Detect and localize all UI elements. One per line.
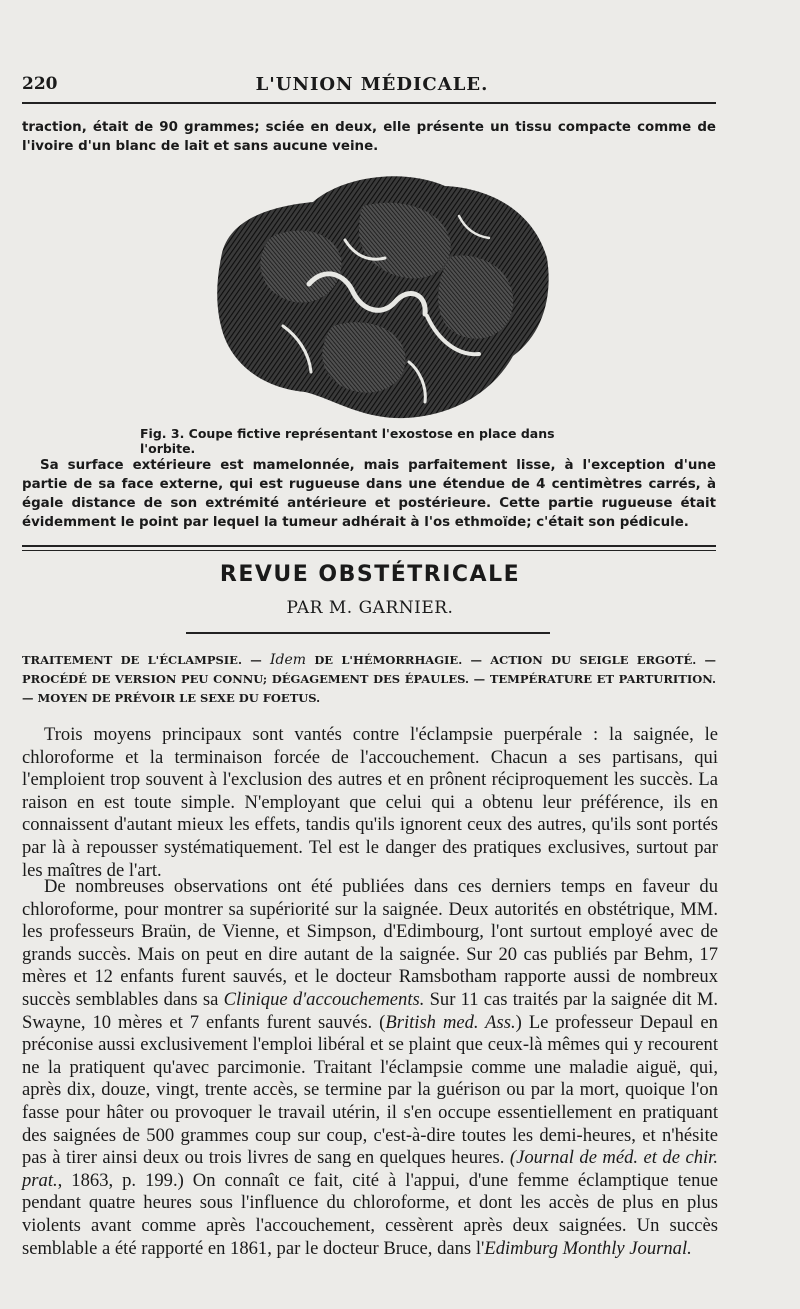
paragraph-2-e: ) Le professeur Depaul en préconise aussi exclusivement l'emploi libéral et se plaint que ceux-là mêmes qui y recourent ne la pratiquent qu'avec parcimonie. Traitant l'éclampsie comme une maladie aiguë, qui, après dix, douze, vingt, trente accès, se termine par la guérison ou par la mort, quoique l'on fasse pour hâter ou provoquer le travail utérin, il s'en occupe essentiellement en pratiquant des saignées de 500 grammes coup sur coup, c'est-à-dire toutes les demi-heures, et n'hésite pas à tirer ainsi deux ou trois livres de sang en quelques heures. xyxy=(22,1011,718,1169)
paragraph-2-c: Sur 11 cas traités par la saignée dit M. Swayne, 10 mères et 7 enfants furent sauvés. ( xyxy=(22,988,718,1033)
paragraph-2-british-med: British med. Ass. xyxy=(385,1011,516,1033)
section-rule-top xyxy=(22,545,716,547)
paragraph-1: Trois moyens principaux sont vantés contre l'éclampsie puerpérale : la saignée, le chloroforme et la terminaison forcée de l'accouchement. Chacun a ses partisans, qui l'emploient trop souvent à l'exclusion des autres et en prônent réciproquement les succès. La raison en est toute simple. N'employant que celui qui a obtenu leur préférence, ils en connaissent d'autant mieux les effets, tandis qu'ils ignorent ceux des autres, qu'ils sont portés par là à repousser systématiquement. Tel est le danger des pratiques exclusives, surtout par les maîtres de l'art. xyxy=(22,724,718,881)
section-rule-bottom xyxy=(22,550,716,551)
paragraph-2-edimburg: Edimburg Monthly Journal. xyxy=(484,1237,692,1259)
page-header xyxy=(22,70,722,98)
page-number: 220 xyxy=(22,74,58,94)
section-title: REVUE OBSTÉTRICALE xyxy=(219,562,521,587)
intro-line-2: l'ivoire d'un blanc de lait et sans aucune veine. xyxy=(22,139,379,154)
section-author: PAR M. GARNIER. xyxy=(286,598,454,618)
summary-part-2: DE L'HÉMORRHAGIE. — ACTION DU SEIGLE ERGOTÉ. — PROCÉDÉ DE VERSION PEU CONNU; DÉGAGEMENT DES ÉPAULES. — TEMPÉRATURE ET PARTURITION. — MOYEN DE PRÉVOIR LE SEXE DU FOETUS. xyxy=(22,653,716,705)
paragraph-2-a: De nombreuses observations ont été publiées dans ces derniers temps en faveur du chloroforme, pour montrer sa supériorité sur la saignée. Deux autorités en obstétrique, MM. les professeurs Braün, de Vienne, et Simpson, d'Edimbourg, l'ont surtout employé avec de grands succès. Mais on peut en dire autant de la saignée. Sur 20 cas publiés par Behm, 17 mères et 12 enfants furent sauvés, et le docteur Ramsbotham rapporte aussi de nombreux succès semblables dans sa xyxy=(22,876,718,1010)
running-title: L'UNION MÉDICALE. xyxy=(255,74,489,95)
figure-caption: Fig. 3. Coupe fictive représentant l'exostose en place dans l'orbite. xyxy=(140,426,555,456)
section-summary xyxy=(22,651,716,708)
header-rule xyxy=(22,102,716,104)
paragraph-2-clinique: Clinique d'accouchements. xyxy=(223,988,425,1010)
paragraph-2-g: , 1863, p. 199.) On connaît ce fait, cité à l'appui, d'une femme éclamptique tenue pendant quatre heures sous l'influence du chloroforme, et dont les accès de plus en plus violents avant comme après l'accouchement, cessèrent après deux saignées. Un succès semblable a été rapporté en 1861, par le docteur Bruce, dans l' xyxy=(22,1169,718,1259)
author-rule xyxy=(186,632,550,634)
intro-line-1: traction, était de 90 grammes; sciée en deux, elle présente un tissu compacte comme de xyxy=(22,120,716,135)
summary-part-1: TRAITEMENT DE L'ÉCLAMPSIE. — xyxy=(22,653,270,667)
exostosis-illustration xyxy=(213,166,551,422)
paragraph-2 xyxy=(22,876,718,1260)
description-paragraph: Sa surface extérieure est mamelonnée, mais parfaitement lisse, à l'exception d'une partie de sa face externe, qui est rugueuse dans une étendue de 4 centimètres carrés, à égale distance de son extrémité antérieure et postérieure. Cette partie rugueuse était évidemment le point par lequel la tumeur adhérait à l'os ethmoïde; c'était son pédicule. xyxy=(22,458,716,530)
paragraph-2-journal: (Journal de méd. et de chir. prat. xyxy=(22,1147,718,1191)
summary-idem: Idem xyxy=(270,652,307,668)
intro-text xyxy=(22,118,716,156)
